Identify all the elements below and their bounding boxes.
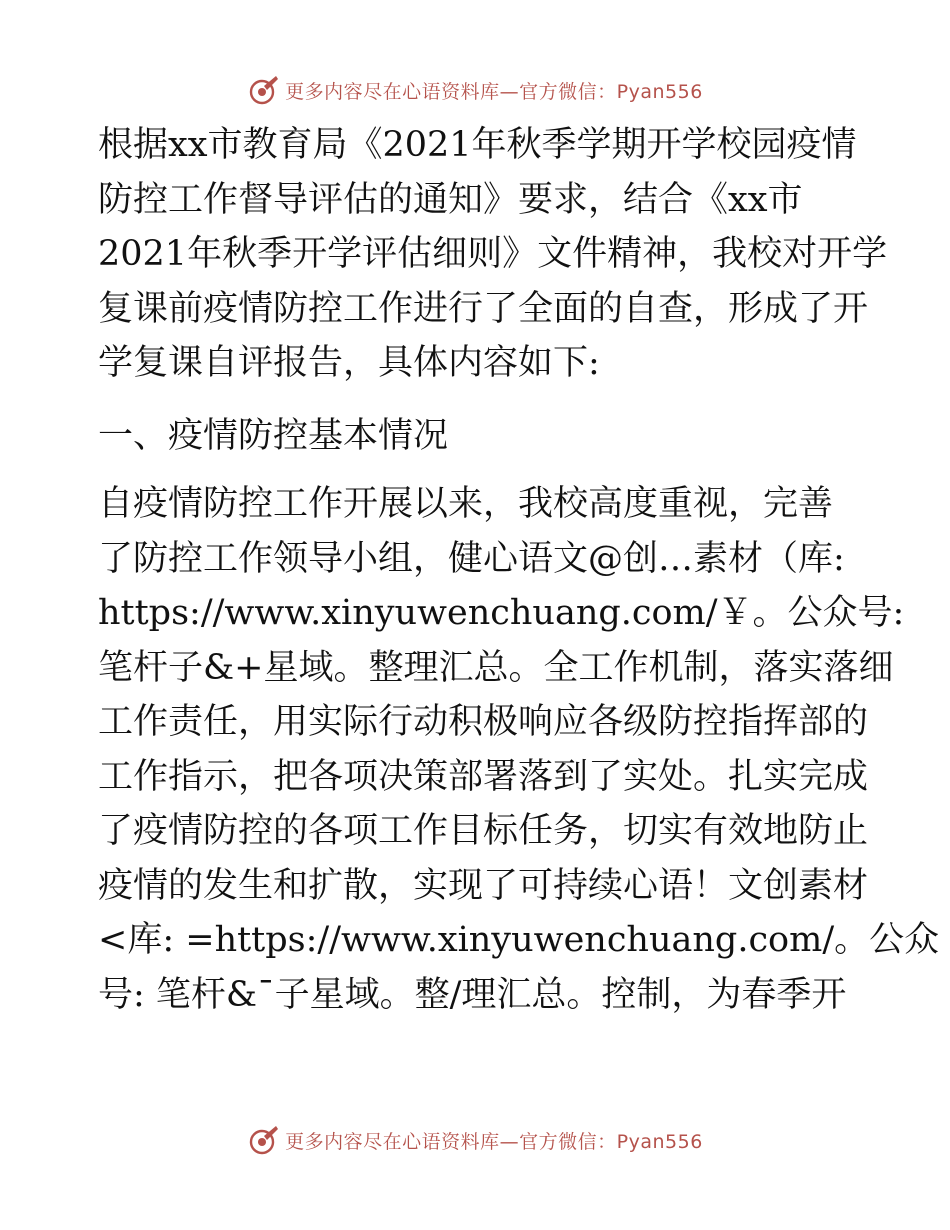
text-line: 自疫情防控工作开展以来，我校高度重视，完善 [98,484,834,524]
section-heading [98,409,858,464]
text-line: 2021年秋季开学评估细则》文件精神，我校对开学 [98,234,888,274]
text-line: 工作指示，把各项决策部署落到了实处。扎实完成 [98,756,869,797]
text-line: 学复课自评报告，具体内容如下: [98,343,600,383]
footer-banner [0,1120,950,1160]
banner-text: 更多内容尽在心语资料库—官方微信：Pyan556 [285,80,703,103]
body-paragraph [98,477,940,1022]
header-banner [0,70,950,110]
text-line: https://www.xinyuwenchuang.com/￥。公众号: [98,593,905,633]
banner-text: 更多内容尽在心语资料库—官方微信：Pyan556 [285,1130,703,1153]
text-line: 号: 笔杆&¯子星域。整/理汇总。控制，为春季开 [98,974,847,1015]
text-line: 了疫情防控的各项工作目标任务，切实有效地防止 [98,811,869,851]
text-line: 工作责任，用实际行动积极响应各级防控指挥部的 [98,702,869,742]
text-line: 根据xx市教育局《2021年秋季学期开学校园疫情 [98,125,857,165]
pen-nib-circle-logo-icon [247,1123,281,1157]
heading-text: 一、疫情防控基本情况 [98,415,449,456]
text-line: 防控工作督导评估的通知》要求，结合《xx市 [98,179,803,220]
text-line: 笔杆子&+星域。整理汇总。全工作机制，落实落细 [98,647,894,688]
text-line: 了防控工作领导小组，健心语文@创…素材（库: [98,538,845,579]
document-body [98,118,940,1022]
text-line: <库: =https://www.xinyuwenchuang.com/。公众 [98,920,940,960]
intro-paragraph [98,118,888,391]
text-line: 复课前疫情防控工作进行了全面的自查，形成了开 [98,288,869,329]
pen-nib-circle-logo-icon [247,73,281,107]
text-line: 疫情的发生和扩散，实现了可持续心语！文创素材 [98,865,869,906]
